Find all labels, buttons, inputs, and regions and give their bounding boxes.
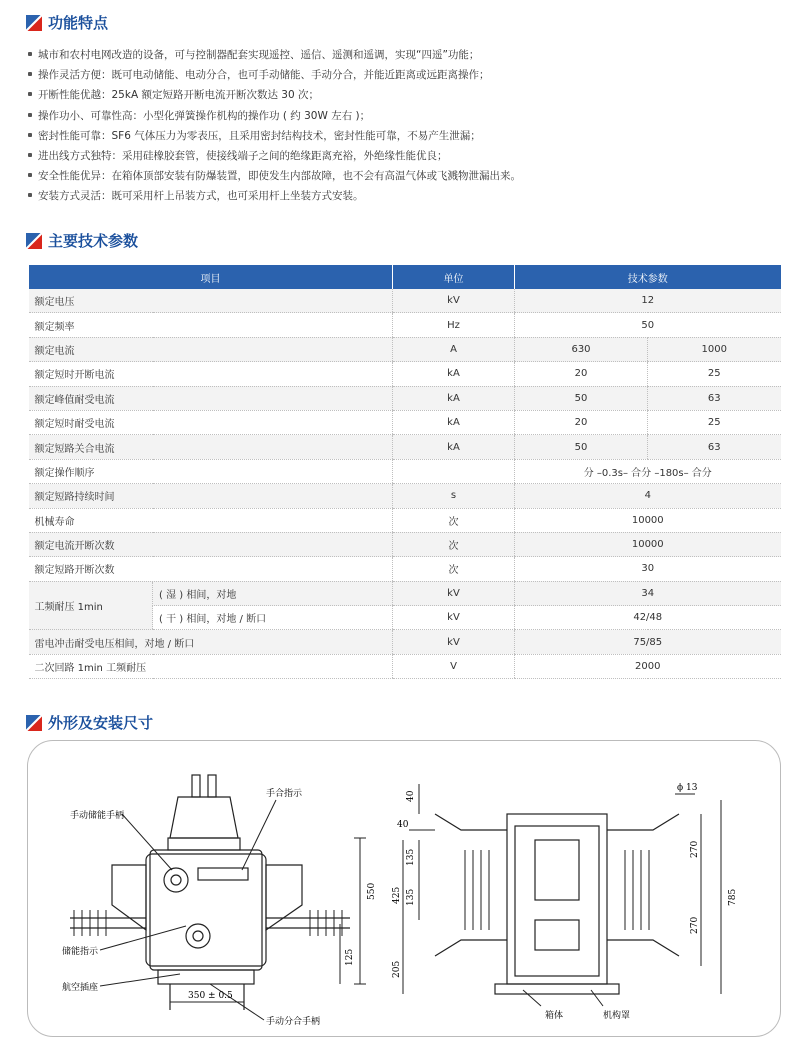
list-item: 城市和农村电网改造的设备，可与控制器配套实现遥控、遥信、遥测和遥调，实现“四遥”功能； (26, 45, 786, 65)
front-view-drawing (60, 770, 380, 1032)
label-mech-cover: 机构罩 (603, 1011, 631, 1021)
table-header-row (29, 265, 781, 289)
spec-table (28, 265, 781, 679)
table-row: 额定短路持续时间 s 4 (29, 484, 781, 508)
table-row: 额定短时耐受电流 kA 20 25 (29, 410, 781, 434)
table-row: 机械寿命 次 10000 (29, 508, 781, 532)
list-item: 开断性能优越：25kA 额定短路开断电流开断次数达 30 次； (26, 85, 786, 105)
spec-title: 主要技术参数 (48, 232, 139, 250)
section-icon (26, 233, 42, 249)
dim-135a: 135 (406, 848, 416, 866)
section-icon (26, 715, 42, 731)
list-item: 安装方式灵活：既可采用杆上吊装方式，也可采用杆上坐装方式安装。 (26, 186, 786, 206)
side-view-drawing (392, 770, 745, 1032)
table-row: 额定操作顺序 分 –0.3s– 合分 –180s– 合分 (29, 459, 781, 483)
header-unit: 单位 (393, 265, 515, 289)
dim-205: 205 (392, 960, 402, 978)
dim-base: 350 ± 0.5 (188, 991, 233, 1001)
table-row: 工频耐压 1min ( 湿 ) 相间，对地 kV 34 (29, 581, 781, 605)
dim-270b: 270 (690, 916, 700, 934)
list-item: 密封性能可靠：SF6 气体压力为零表压，且采用密封结构技术，密封性能可靠，不易产生泄漏； (26, 126, 786, 146)
table-row: 额定电压 kV 12 (29, 289, 781, 313)
label-manual-charge: 手动储能手柄 (70, 811, 125, 821)
list-item: 操作功小、可靠性高：小型化弹簧操作机构的操作功 ( 约 30W 左右 )； (26, 106, 786, 126)
features-list (26, 45, 786, 207)
list-item: 进出线方式独特：采用硅橡胶套管，使接线端子之间的绝缘距离充裕，外绝缘性能优良； (26, 146, 786, 166)
label-manual-handle: 手动分合手柄 (266, 1017, 321, 1027)
label-box: 箱体 (545, 1011, 564, 1021)
table-row: 雷电冲击耐受电压相间，对地 / 断口 kV 75/85 (29, 630, 781, 654)
header-value: 技术参数 (515, 265, 781, 289)
dim-270a: 270 (690, 840, 700, 858)
list-item: 安全性能优异：在箱体顶部安装有防爆装置，即使发生内部故障，也不会有高温气体或飞溅物泄漏出来。 (26, 166, 786, 186)
table-row: 额定峰值耐受电流 kA 50 63 (29, 386, 781, 410)
dim-135b: 135 (406, 888, 416, 906)
drawing-title: 外形及安装尺寸 (48, 714, 154, 732)
dim-125: 125 (345, 948, 355, 966)
dim-425: 425 (392, 886, 402, 904)
table-row: 额定短路关合电流 kA 50 63 (29, 435, 781, 459)
drawing-section-header (26, 712, 153, 733)
label-close-indicator: 手合指示 (266, 789, 303, 799)
dim-phi13: ϕ 13 (677, 783, 698, 793)
list-item: 操作灵活方便：既可电动储能、电动分合，也可手动储能、手动分合，并能近距离或远距离操作； (26, 65, 786, 85)
features-section-header (26, 12, 108, 33)
header-item: 项目 (29, 265, 393, 289)
table-row: 额定短时开断电流 kA 20 25 (29, 362, 781, 386)
dim-40b: 40 (397, 820, 409, 830)
table-row: 二次回路 1min 工频耐压 V 2000 (29, 654, 781, 678)
dim-785: 785 (728, 888, 738, 906)
table-row: 额定电流 A 630 1000 (29, 337, 781, 361)
table-row: 额定频率 Hz 50 (29, 313, 781, 337)
table-row: 额定短路开断次数 次 30 (29, 557, 781, 581)
dim-40a: 40 (406, 790, 416, 802)
label-air-plug: 航空插座 (62, 983, 99, 993)
features-title: 功能特点 (48, 14, 109, 32)
spec-section-header (26, 230, 138, 251)
table-row: ( 干 ) 相间，对地 / 断口 kV 42/48 (29, 606, 781, 630)
dim-550: 550 (367, 882, 377, 900)
label-charge-indicator: 储能指示 (62, 947, 99, 957)
table-row: 额定电流开断次数 次 10000 (29, 532, 781, 556)
section-icon (26, 15, 42, 31)
